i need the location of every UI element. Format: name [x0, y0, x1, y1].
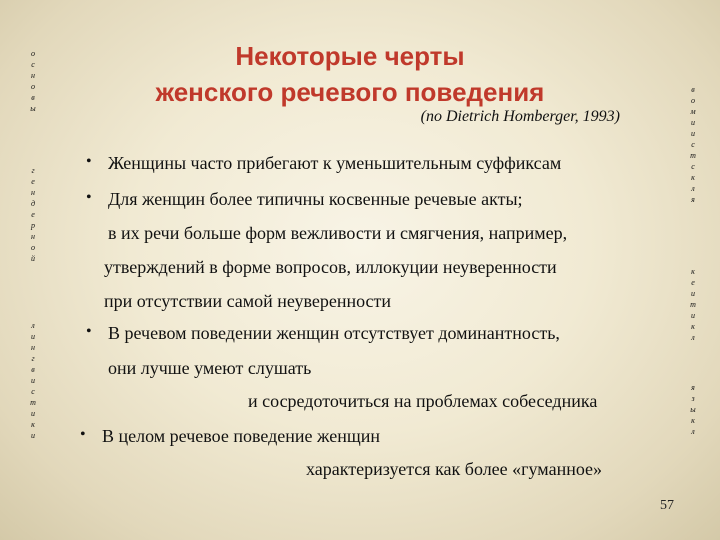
bullet-item-2-cont-3: при отсутствии самой неуверенности: [104, 291, 392, 311]
bullet-item-3-cont-1: они лучше умеют слушать: [108, 358, 312, 378]
right-margin-text-1: в о м и и с т с к л я: [690, 85, 696, 204]
bullet-item-2-cont-1: в их речи больше форм вежливости и смягчения, например,: [108, 223, 568, 243]
bullet-item-4: • В целом речевое поведение женщин: [102, 426, 380, 447]
page-number: 57: [660, 498, 674, 513]
bullet-item-1: • Женщины часто прибегают к уменьшительным суффиксам: [108, 153, 561, 174]
left-margin-text-1: о с н о в ы: [30, 49, 36, 113]
bullet-item-2: • Для женщин более типичны косвенные речевые акты;: [108, 189, 523, 210]
title-line-1: Некоторые черты: [235, 41, 465, 71]
bullet-item-3-cont-2: и сосредоточиться на проблемах собеседника: [248, 391, 598, 411]
right-margin-text-2: к е и т и к л: [690, 267, 696, 342]
left-margin-text-3: л и н г в и с т и к и: [30, 321, 36, 440]
bullet-item-2-cont-2: утверждений в форме вопросов, иллокуции неуверенности: [104, 257, 557, 277]
bullet-item-4-cont-1: характеризуется как более «гуманное»: [306, 459, 603, 479]
left-margin-text-2: г е н д е р н о й: [30, 166, 36, 263]
slide-title: [130, 38, 570, 110]
bullet-item-3: • В речевом поведении женщин отсутствует доминантность,: [108, 323, 560, 344]
right-margin-text-3: я з ы к л: [690, 383, 696, 436]
title-line-2: женского речевого поведения: [155, 77, 545, 107]
subtitle: (по Dietrich Homberger, 1993): [420, 108, 620, 125]
